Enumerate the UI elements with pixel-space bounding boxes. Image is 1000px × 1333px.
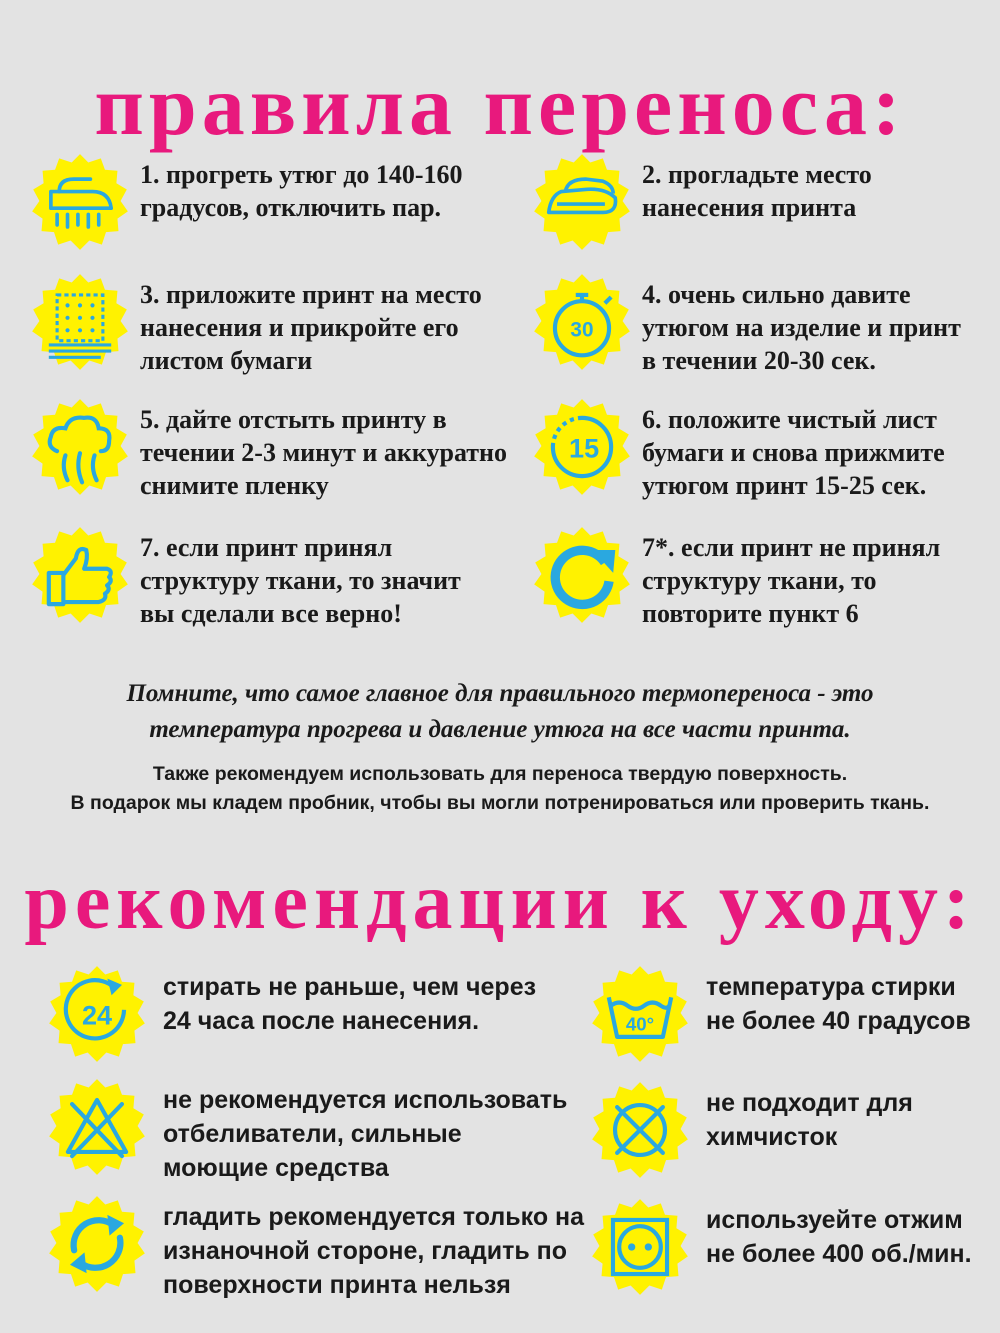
- rules-title: правила переноса:: [94, 57, 906, 153]
- no-bleach-icon: [45, 1075, 149, 1179]
- rule-item-4: [530, 270, 961, 377]
- timer-15-icon: [530, 395, 634, 499]
- care-item-5: [45, 1192, 584, 1302]
- fabric-paper-icon: [28, 270, 132, 374]
- reverse-iron-icon: [45, 1192, 149, 1296]
- timer-number: 15: [569, 433, 600, 464]
- temperature-number: 40°: [625, 1013, 655, 1035]
- care-text: не рекомендуется использовать отбеливатели, сильные моющие средства: [163, 1086, 568, 1182]
- steam-cloud-icon: [28, 395, 132, 499]
- thumbs-up-icon: [28, 523, 132, 627]
- rule-item-1: [28, 150, 463, 254]
- important-note: Помните, что самое главное для правильного термопереноса - это температура прогрева и давление утюга на все части принта.: [126, 680, 874, 743]
- care-item-4: [588, 1078, 913, 1182]
- iron-steam-icon: [28, 150, 132, 254]
- rule-text: 4. очень сильно давите утюгом на изделие и принт в течении 20-30 сек.: [642, 280, 961, 375]
- iron-icon: [530, 150, 634, 254]
- hours-number: 24: [81, 1000, 113, 1031]
- rule-item-5: [28, 395, 507, 502]
- rule-text: 3. приложите принт на место нанесения и прикройте его листом бумаги: [140, 280, 482, 375]
- rule-item-2: [530, 150, 872, 254]
- care-text: стирать не раньше, чем через 24 часа после нанесения.: [163, 973, 537, 1035]
- wash-24h-icon: [45, 962, 149, 1066]
- rule-item-7: [28, 523, 461, 630]
- repeat-arrow-icon: [530, 523, 634, 627]
- care-item-3: [45, 1075, 567, 1185]
- stopwatch-30-icon: [530, 270, 634, 374]
- rule-text: 5. дайте отстыть принту в течении 2-3 минут и аккуратно снимите пленку: [140, 405, 508, 500]
- no-dry-clean-icon: [588, 1078, 692, 1182]
- rule-item-3: [28, 270, 482, 377]
- wash-40-icon: [588, 962, 692, 1066]
- tumble-dry-icon: [588, 1195, 692, 1299]
- care-text: не подходит для химчисток: [706, 1089, 913, 1151]
- care-text: используейте отжим не более 400 об./мин.: [706, 1206, 972, 1268]
- care-text: гладить рекомендуется только на изнаночной стороне, гладить по поверхности принта нельзя: [163, 1203, 585, 1299]
- stopwatch-number: 30: [570, 318, 594, 342]
- rule-text: 2. прогладьте место нанесения принта: [642, 160, 872, 222]
- care-item-6: [588, 1195, 972, 1299]
- recommendation-note: Также рекомендуем использовать для переноса твердую поверхность. В подарок мы кладем пробник, чтобы вы могли потренироваться или проверить ткань.: [70, 763, 930, 814]
- rule-item-8: [530, 523, 940, 630]
- rule-text: 7. если принт принял структуру ткани, то значит вы сделали все верно!: [140, 533, 461, 628]
- rule-item-6: [530, 395, 945, 502]
- rule-text: 1. прогреть утюг до 140-160 градусов, отключить пар.: [140, 160, 463, 222]
- rule-text: 7*. если принт не принял структуру ткани, то повторите пункт 6: [642, 533, 941, 628]
- care-text: температура стирки не более 40 градусов: [706, 973, 971, 1035]
- care-title: рекомендации к уходу:: [24, 858, 976, 946]
- care-item-1: [45, 962, 536, 1066]
- rule-text: 6. положите чистый лист бумаги и снова прижмите утюгом принт 15-25 сек.: [642, 405, 945, 500]
- care-item-2: [588, 962, 971, 1066]
